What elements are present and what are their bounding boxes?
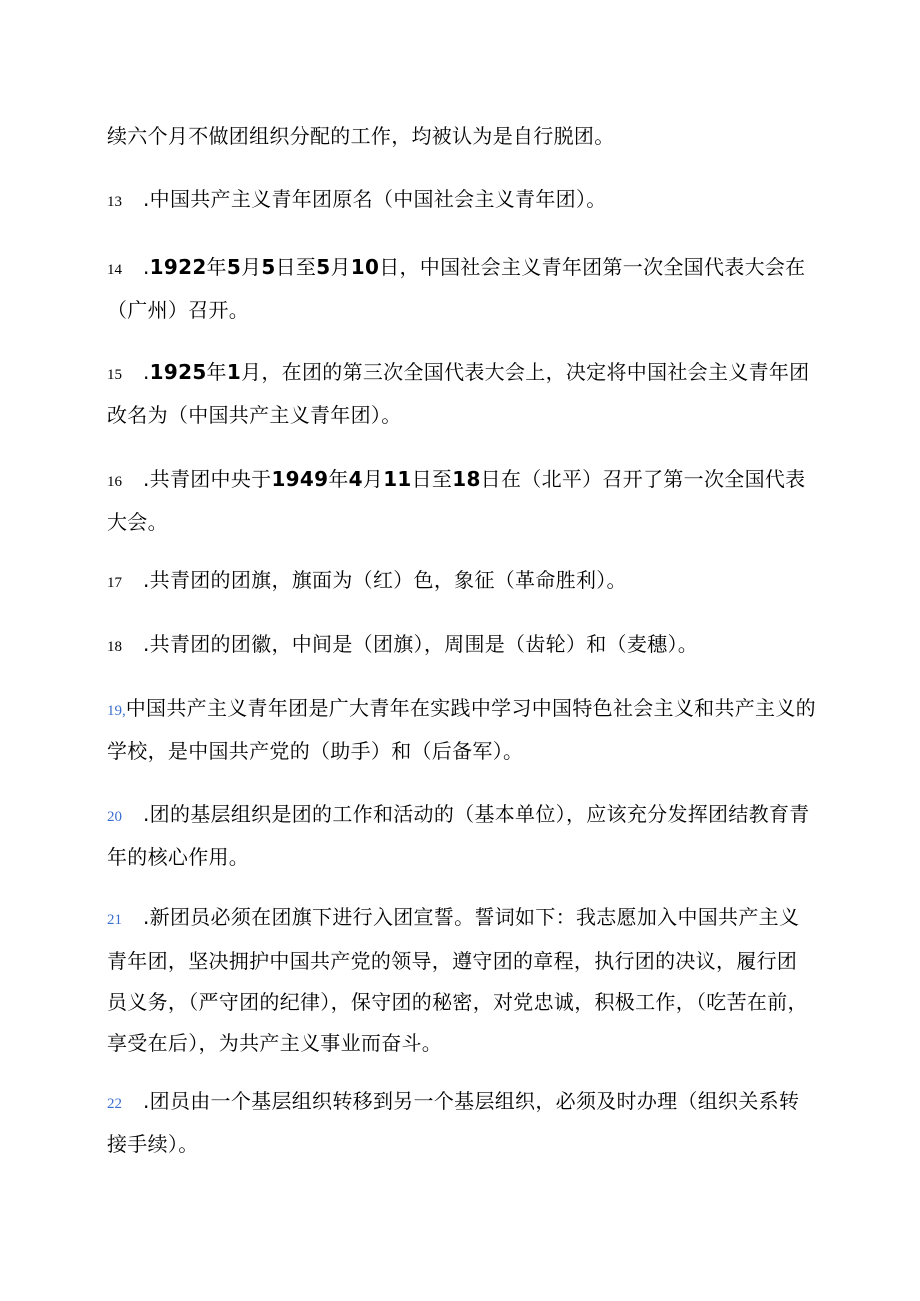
paragraph-20 <box>107 794 817 877</box>
item-number: 18 <box>107 639 122 655</box>
bold-number: 5 <box>261 255 276 279</box>
paragraph-text: 日在（北平）召开了第一次全国代表大会。 <box>107 467 806 534</box>
item-number: 17 <box>107 575 122 591</box>
bold-number: 5 <box>316 255 331 279</box>
paragraph-text: 月，在团的第三次全国代表大会上，决定将中国社会主义青年团改名为（中国共产主义青年团）。 <box>107 360 810 427</box>
paragraph-text: 月 <box>330 255 351 279</box>
paragraph-22 <box>107 1081 817 1164</box>
bold-number: 10 <box>350 255 380 279</box>
paragraph-text: 年 <box>206 360 227 384</box>
paragraph-14 <box>107 247 817 330</box>
item-number: 15 <box>107 367 122 383</box>
paragraph-18 <box>107 627 817 664</box>
bold-number: 5 <box>226 255 242 279</box>
paragraph-text: 年 <box>328 467 349 491</box>
paragraph-17 <box>107 563 817 600</box>
paragraph-12-tail <box>107 119 817 153</box>
item-number: 20 <box>107 809 122 825</box>
paragraph-15 <box>107 352 817 435</box>
paragraph-text: 日至 <box>411 467 453 491</box>
bold-number: 1949 <box>271 467 329 491</box>
paragraph-text: .团的基层组织是团的工作和活动的（基本单位），应该充分发挥团结教育青年的核心作用。 <box>107 802 810 869</box>
paragraph-text: 中国共产主义青年团是广大青年在实践中学习中国特色社会主义和共产主义的学校，是中国共产党的（助手）和（后备军）。 <box>107 696 816 763</box>
paragraph-text: .中国共产主义青年团原名（中国社会主义青年团）。 <box>143 187 607 211</box>
item-number: 21 <box>107 912 122 928</box>
paragraph-text: . <box>143 255 150 279</box>
bold-number: 18 <box>452 467 481 491</box>
paragraph-text: 续六个月不做团组织分配的工作，均被认为是自行脱团。 <box>107 124 615 148</box>
item-number: 22 <box>107 1096 122 1112</box>
bold-number: 4 <box>348 467 363 491</box>
paragraph-text: .共青团中央于 <box>143 467 272 491</box>
paragraph-text: .共青团的团旗，旗面为（红）色，象征（革命胜利）。 <box>143 568 627 592</box>
item-number: 14 <box>107 262 122 278</box>
bold-number: 11 <box>383 467 412 491</box>
paragraph-16 <box>107 459 817 542</box>
paragraph-text: 月 <box>362 467 384 491</box>
bold-number: 1 <box>226 360 242 384</box>
item-number: 19, <box>107 703 126 719</box>
paragraph-text: 月 <box>241 255 262 279</box>
paragraph-text: 日，中国社会主义青年团第一次全国代表大会在（广州）召开。 <box>107 255 806 322</box>
bold-number: 1922 <box>149 255 207 279</box>
paragraph-text: . <box>143 360 150 384</box>
paragraph-19 <box>107 688 817 771</box>
paragraph-text: 年 <box>206 255 227 279</box>
bold-number: 1925 <box>149 360 207 384</box>
item-number: 16 <box>107 474 122 490</box>
paragraph-text: .新团员必须在团旗下进行入团宣誓。誓词如下：我志愿加入中国共产主义青年团，坚决拥护中国共产党的领导，遵守团的章程，执行团的决议，履行团员义务，（严守团的纪律），保守团的秘密，对党忠诚，积极工作，（吃苦在前，享受在后），为共产主义事业而奋斗。 <box>107 905 808 1055</box>
item-number: 13 <box>107 194 122 210</box>
paragraph-13 <box>107 182 817 219</box>
paragraph-text: .共青团的团徽，中间是（团旗），周围是（齿轮）和（麦穗）。 <box>143 632 699 656</box>
paragraph-21 <box>107 897 817 1064</box>
paragraph-text: 日至 <box>275 255 317 279</box>
paragraph-text: .团员由一个基层组织转移到另一个基层组织，必须及时办理（组织关系转接手续）。 <box>107 1089 800 1156</box>
